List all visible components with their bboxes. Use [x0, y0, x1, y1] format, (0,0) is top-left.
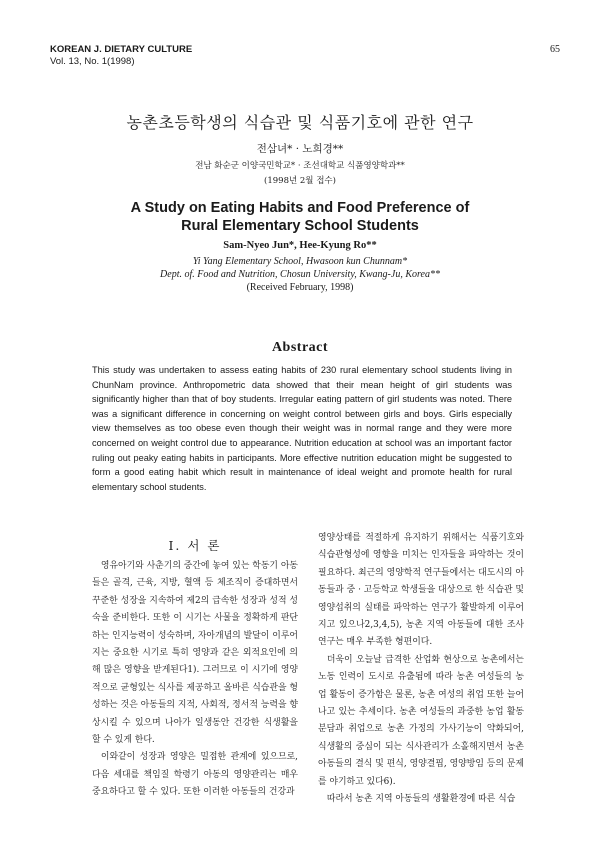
journal-volume: Vol. 13, No. 1(1998) — [50, 56, 135, 67]
korean-authors: 전삼녀* · 노희경** — [256, 143, 344, 155]
journal-name: KOREAN J. DIETARY CULTURE — [50, 44, 193, 55]
section-heading-introduction: I. 서 론 — [168, 538, 222, 553]
body-paragraph: 영양상태를 적절하게 유지하기 위해서는 식품기호와 식습관형성에 영향을 미치는 인자들을 파악하는 것이 필요하다. 최근의 영양학적 연구들에서는 대도시의 아동들과 중 · 고등학교 학생들을 대상으로 한 식습관 및 영양섭취의 실태를 파악하는 연구가 활발하게 이루어지고 있으나2,3,4,5), 농촌 지역 아동들에 대한 조사연구는 매우 부족한 형편이다. — [318, 533, 524, 648]
journal-header — [50, 44, 192, 68]
english-title — [0, 199, 600, 235]
abstract-text: This study was undertaken to assess eating habits of 230 rural elementary school students living in ChunNam province. Anthropometric data showed that their mean height of girl students was significantly higher than that of boy students. Irregular eating pattern of girl students was noted. There was a significant difference in concerning on weight control between girls and boys. Girls especially view themselves as too obese even though their weight was in normal range and they were more concerned on weight control due to appearance. Nutrition education at school was an important factor ruling out peaky eating habits in participants. More effective nutrition education might be suggested to form a good eating habit which result in maintenance of ideal weight and promote health for rural elementary school students. — [92, 365, 512, 492]
abstract-heading: Abstract — [271, 340, 329, 355]
english-affiliation-line-1: Yi Yang Elementary School, Hwasoon kun Chunnam* — [192, 256, 408, 267]
body-paragraph: 더욱이 오늘날 급격한 산업화 현상으로 농촌에서는 노동 인력이 도시로 유출됨에 따라 농촌 여성들의 농업 활동이 증가함은 물론, 농촌 여성의 취업 또한 늘어나고 있는 추세이다. 농촌 여성들의 과중한 농업 활동 분담과 취업으로 농촌 가정의 가사기능이 약화되어, 식생활의 중심이 되는 식사관리가 소홀해지면서 농촌 아동들의 결식 및 편식, 영양결핍, 영양방임 등의 문제를 야기하고 있다6). — [318, 654, 524, 787]
english-affiliation-line-2: Dept. of. Food and Nutrition, Chosun University, Kwang-Ju, Korea** — [160, 269, 440, 280]
english-title-line-1: A Study on Eating Habits and Food Preference of — [130, 200, 470, 216]
english-title-line-2: Rural Elementary School Students — [181, 218, 419, 234]
english-affiliation — [0, 255, 600, 294]
english-authors: Sam-Nyeo Jun*, Hee-Kyung Ro** — [223, 240, 377, 251]
korean-title: 농촌초등학생의 식습관 및 식품기호에 관한 연구 — [126, 113, 474, 132]
body-right-column — [318, 530, 524, 809]
korean-affiliation: 전남 화순군 이양국민학교* · 조선대학교 식품영양학과** — [195, 161, 405, 171]
korean-received-date: (1998년 2월 접수) — [264, 176, 336, 186]
page-number: 65 — [550, 44, 560, 55]
body-paragraph: 따라서 농촌 지역 아동들의 생활환경에 따른 식습 — [326, 794, 516, 805]
body-paragraph: 이와같이 성장과 영양은 밀접한 관계에 있으므로, 다음 세대를 책임질 학령기 아동의 영양관리는 매우 중요하다고 할 수 있다. 또한 이러한 아동들의 건강과 — [92, 752, 298, 798]
body-paragraph: 영유아기와 사춘기의 중간에 놓여 있는 학동기 아동들은 골격, 근육, 지방, 혈액 등 체조직이 증대하면서 꾸준한 성장을 지속하여 제2의 급속한 성장과 성적 성숙을 준비한다. 또한 이 시기는 사물을 정확하게 판단하는 인지능력이 성숙하며, 자아개념의 발달이 이루어지는 중요한 시기로 특히 영양과 같은 외적요인에 의해 많은 영향을 받게된다1). 그러므로 이 시기에 영양적으로 균형있는 식사를 제공하고 올바른 식습관을 형성하는 것은 아동들의 지적, 사회적, 정서적 능력을 향상시킬 수 있으며 나아가 일생동안 건강한 식생활을 할 수 있게 한다. — [92, 561, 298, 746]
english-received-date: (Received February, 1998) — [246, 282, 354, 293]
body-left-column — [92, 558, 298, 802]
